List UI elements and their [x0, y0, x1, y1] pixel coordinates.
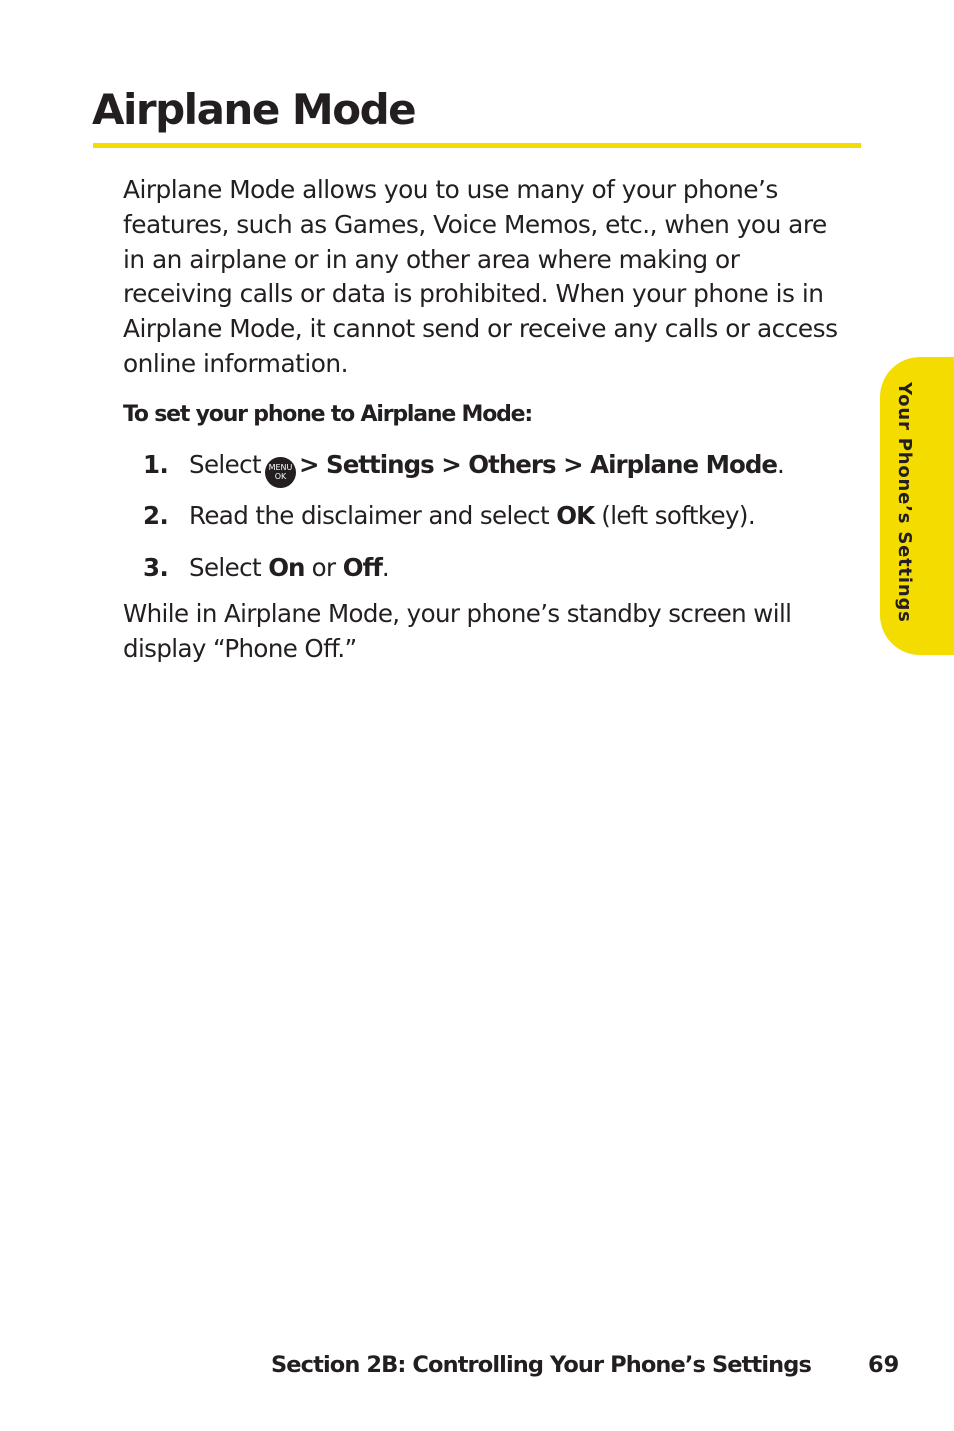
- step-number: 2.: [143, 501, 169, 531]
- step-end: .: [777, 449, 785, 479]
- option-off: Off: [342, 552, 382, 582]
- steps-list: [123, 447, 843, 586]
- page-number: 69: [868, 1352, 900, 1378]
- intro-paragraph: Airplane Mode allows you to use many of your phone’s features, such as Games, Voice Memos, etc., when you are in an airplane or in any other area where making or receiving calls or data is prohibited. When your phone is in Airplane Mode, it cannot send or receive any calls or access online information.: [123, 175, 838, 378]
- side-tab-label: Your Phone’s Settings: [894, 382, 915, 623]
- step-2: [123, 498, 843, 534]
- title-rule: [93, 143, 861, 148]
- section-side-tab: [880, 357, 954, 655]
- step-number: 3.: [143, 552, 169, 582]
- page-title: Airplane Mode: [92, 85, 416, 134]
- step-number: 1.: [143, 449, 169, 479]
- steps-heading: To set your phone to Airplane Mode:: [123, 401, 533, 427]
- step-text: (left softkey).: [601, 501, 756, 531]
- footer-section-title: Section 2B: Controlling Your Phone’s Settings: [271, 1352, 811, 1378]
- step-end: .: [381, 552, 390, 582]
- step-text: Select: [189, 449, 261, 479]
- closing-paragraph: While in Airplane Mode, your phone’s standby screen will display “Phone Off.”: [123, 599, 792, 664]
- option-on: On: [268, 552, 305, 582]
- step-1: [123, 447, 843, 483]
- step-3: [123, 550, 843, 586]
- menu-ok-key-icon: MENU OK: [265, 457, 296, 488]
- step-text: Read the disclaimer and select: [189, 501, 550, 531]
- main-content: [123, 173, 843, 667]
- step-text: or: [311, 552, 336, 582]
- menu-path: > Settings > Others > Airplane Mode: [298, 449, 777, 479]
- step-text: Select: [189, 552, 261, 582]
- ok-key-label: OK: [556, 501, 595, 531]
